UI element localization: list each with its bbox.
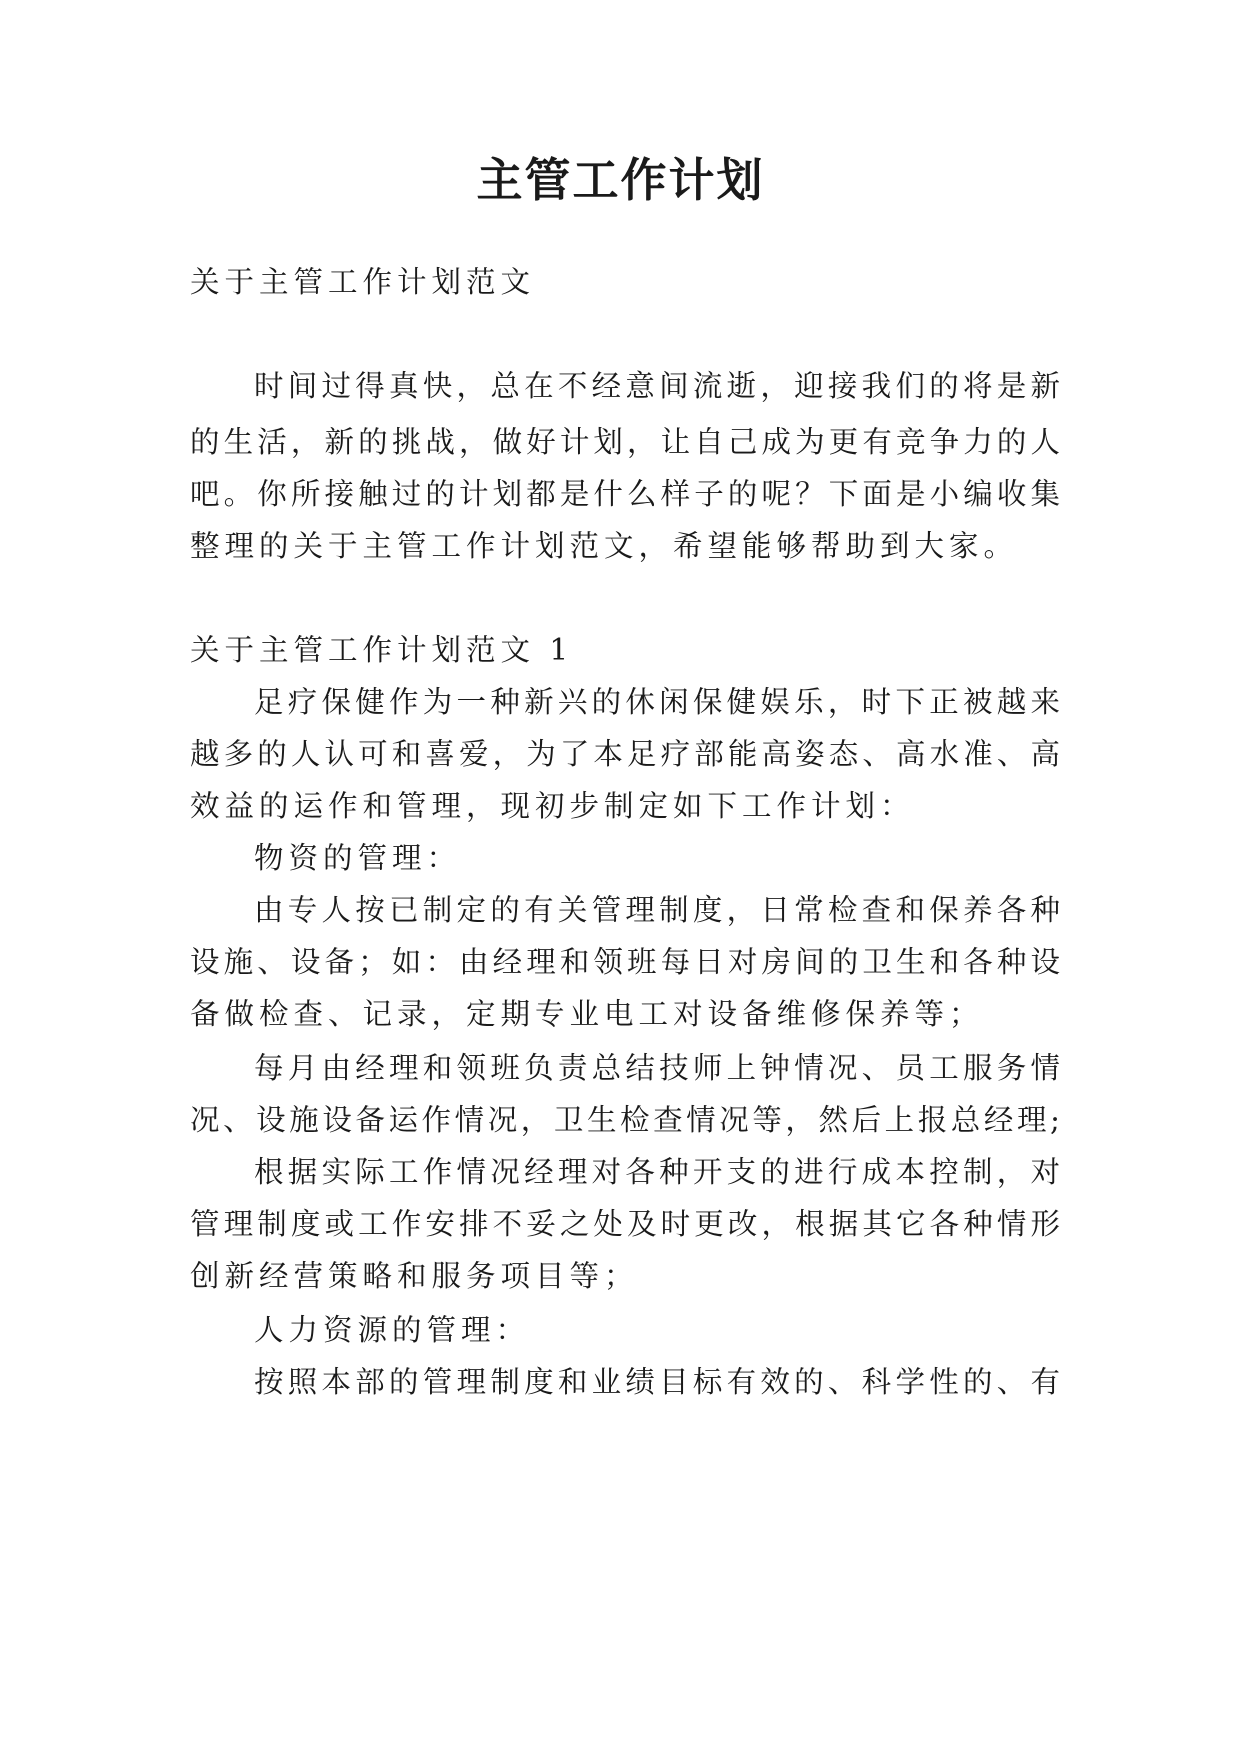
body-line: 每月由经理和领班负责总结技师上钟情况、员工服务情 <box>254 1051 1060 1085</box>
body-line: 效益的运作和管理，现初步制定如下工作计划： <box>190 789 915 823</box>
body-line: 况、设施设备运作情况，卫生检查情况等，然后上报总经理; <box>190 1103 1060 1137</box>
body-line: 备做检查、记录，定期专业电工对设备维修保养等； <box>190 997 984 1031</box>
body-line: 越多的人认可和喜爱，为了本足疗部能高姿态、高水准、高 <box>190 737 1060 771</box>
body-line: 创新经营策略和服务项目等； <box>190 1259 639 1293</box>
intro-line: 的生活，新的挑战，做好计划，让自己成为更有竞争力的人 <box>190 425 1060 459</box>
document-subtitle: 关于主管工作计划范文 <box>190 265 536 299</box>
body-line: 由专人按已制定的有关管理制度，日常检查和保养各种 <box>254 893 1060 927</box>
body-line: 设施、设备；如：由经理和领班每日对房间的卫生和各种设 <box>190 945 1060 979</box>
body-line: 足疗保健作为一种新兴的休闲保健娱乐，时下正被越来 <box>254 685 1060 719</box>
body-line: 物资的管理： <box>254 841 462 875</box>
body-line: 根据实际工作情况经理对各种开支的进行成本控制，对 <box>254 1155 1060 1189</box>
intro-line: 时间过得真快，总在不经意间流逝，迎接我们的将是新 <box>254 369 1060 403</box>
intro-line: 整理的关于主管工作计划范文，希望能够帮助到大家。 <box>190 529 1019 563</box>
section-heading: 关于主管工作计划范文 1 <box>190 633 574 667</box>
body-line: 管理制度或工作安排不妥之处及时更改，根据其它各种情形 <box>190 1207 1060 1241</box>
intro-line: 吧。你所接触过的计划都是什么样子的呢？下面是小编收集 <box>190 477 1060 511</box>
document-title: 主管工作计划 <box>476 153 765 207</box>
body-line: 按照本部的管理制度和业绩目标有效的、科学性的、有 <box>254 1365 1060 1399</box>
body-line: 人力资源的管理： <box>254 1313 531 1347</box>
